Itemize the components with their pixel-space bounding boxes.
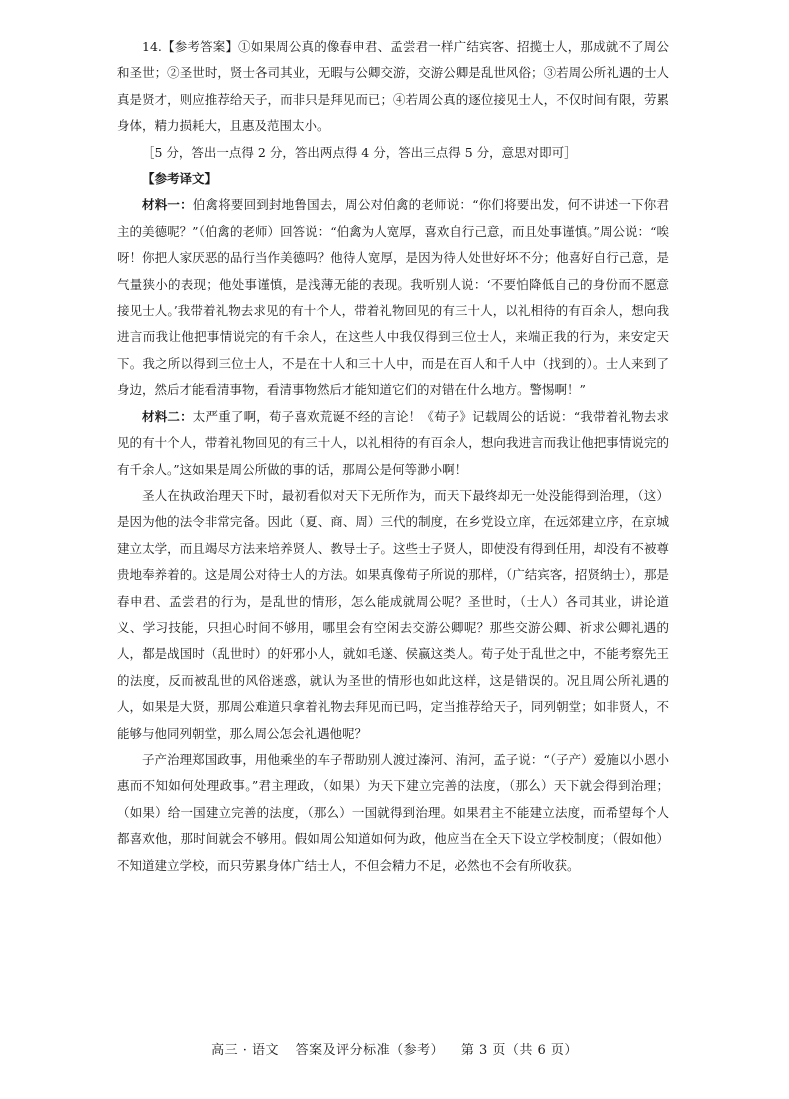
paragraph-zichan: 子产治理郑国政事，用他乘坐的车子帮助别人渡过溱河、洧河，孟子说：“（子产）爱施以小恩小惠而不知如何处理政事。”君主理政，（如果）为天下建立完善的法度，（那么）天下就会得到治理；（如果）给一国建立完善的法度，（那么）一国就得到治理。如果君主不能建立法度，而希望每个人都喜欢他，那时间就会不够用。假如周公知道如何为政，他应当在全天下设立学校制度；（假如他）不知道建立学校，而只劳累身体广结士人，不但会精力不足，必然也不会有所收获。 — [117, 751, 669, 873]
question-number: 14. — [142, 39, 162, 54]
scoring-criteria: ［5 分，答出一点得 2 分，答出两点得 4 分，答出三点得 5 分，意思对即可］ — [142, 144, 577, 160]
material-one-text: 伯禽将要回到封地鲁国去，周公对伯禽的老师说：“你们将要出发，何不讲述一下你君主的美德呢？”（伯禽的老师）回答说：“伯禽为人宽厚，喜欢自行己意，而且处事谨慎。”周公说：“唉呀！你把人家厌恶的品行当作美德吗？他待人宽厚，是因为待人处世好坏不分；他喜好自行己意，是气量狭小的表现；他处事谨慎，是浅薄无能的表现。我听别人说：‘不要怕降低自己的身份而不愿意接见士人。’我带着礼物去求见的有十个人，带着礼物回见的有三十人，以礼相待的有百余人，想向我进言而我让他把事情说完的有千余人，在这些人中我仅得到三位士人，来端正我的行为，来安定天下。我之所以得到三位士人，不是在十人和三十人中，而是在百人和千人中（找到的）。士人来到了身边，然后才能看清事物，看清事物然后才能知道它们的对错在什么地方。警惕啊！” — [117, 197, 669, 398]
material-one — [117, 192, 669, 403]
answer-text: ①如果周公真的像春申君、孟尝君一样广结宾客、招揽士人，那成就不了周公和圣世；②圣世时，贤士各司其业，无暇与公卿交游，交游公卿是乱世风俗；③若周公所礼遇的士人真是贤才，则应推荐给天子，而非只是拜见而已；④若周公真的逐位接见士人，不仅时间有限，劳累身体，精力损耗大，且惠及范围太小。 — [117, 39, 669, 134]
material-two-label: 材料二： — [142, 408, 193, 424]
answer-14 — [117, 34, 669, 140]
answer-tag: 【参考答案】 — [161, 39, 239, 54]
translation-heading: 【参考译文】 — [142, 171, 218, 187]
footer-page-number: 第 3 页（共 6 页） — [460, 1043, 578, 1058]
material-two — [117, 404, 669, 483]
material-two-text: 太严重了啊，荀子喜欢荒诞不经的言论！《荀子》记载周公的话说：“我带着礼物去求见的有十个人，带着礼物回见的有三十人，以礼相待的有百余人，想向我进言而我让他把事情说完的有千余人。”这如果是周公所做的事的话，那周公是何等渺小啊！ — [117, 408, 669, 477]
material-one-label: 材料一： — [142, 197, 193, 213]
paragraph-sage-rule: 圣人在执政治理天下时，最初看似对天下无所作为，而天下最终却无一处没能得到治理，（这）是因为他的法令非常完备。因此（夏、商、周）三代的制度，在乡党设立庠，在远郊建立序，在京城建立太学，而且竭尽方法来培养贤人、教导士子。这些士子贤人，即使没有得到任用，却没有不被尊贵地奉养着的。这是周公对待士人的方法。如果真像荀子所说的那样，（广结宾客，招贤纳士），那是春申君、孟尝君的行为，是乱世的情形，怎么能成就周公呢？圣世时，（士人）各司其业，讲论道义、学习技能，只担心时间不够用，哪里会有空闲去交游公卿呢？那些交游公卿、祈求公卿礼遇的人，都是战国时（乱世时）的奸邪小人，就如毛遂、侯嬴这类人。荀子处于乱世之中，不能考察先王的法度，反而被乱世的风俗迷惑，就认为圣世的情形也如此这样，这是错误的。况且周公所礼遇的人，如果是大贤，那周公难道只拿着礼物去拜见而已吗，定当推荐给天子，同列朝堂；如非贤人，不能够与他同列朝堂，那么周公怎会礼遇他呢？ — [117, 487, 669, 741]
page-footer — [0, 1039, 789, 1058]
page-content — [117, 34, 669, 879]
footer-course: 高三 · 语文 — [211, 1043, 280, 1058]
footer-doc-title: 答案及评分标准（参考） — [295, 1043, 445, 1058]
